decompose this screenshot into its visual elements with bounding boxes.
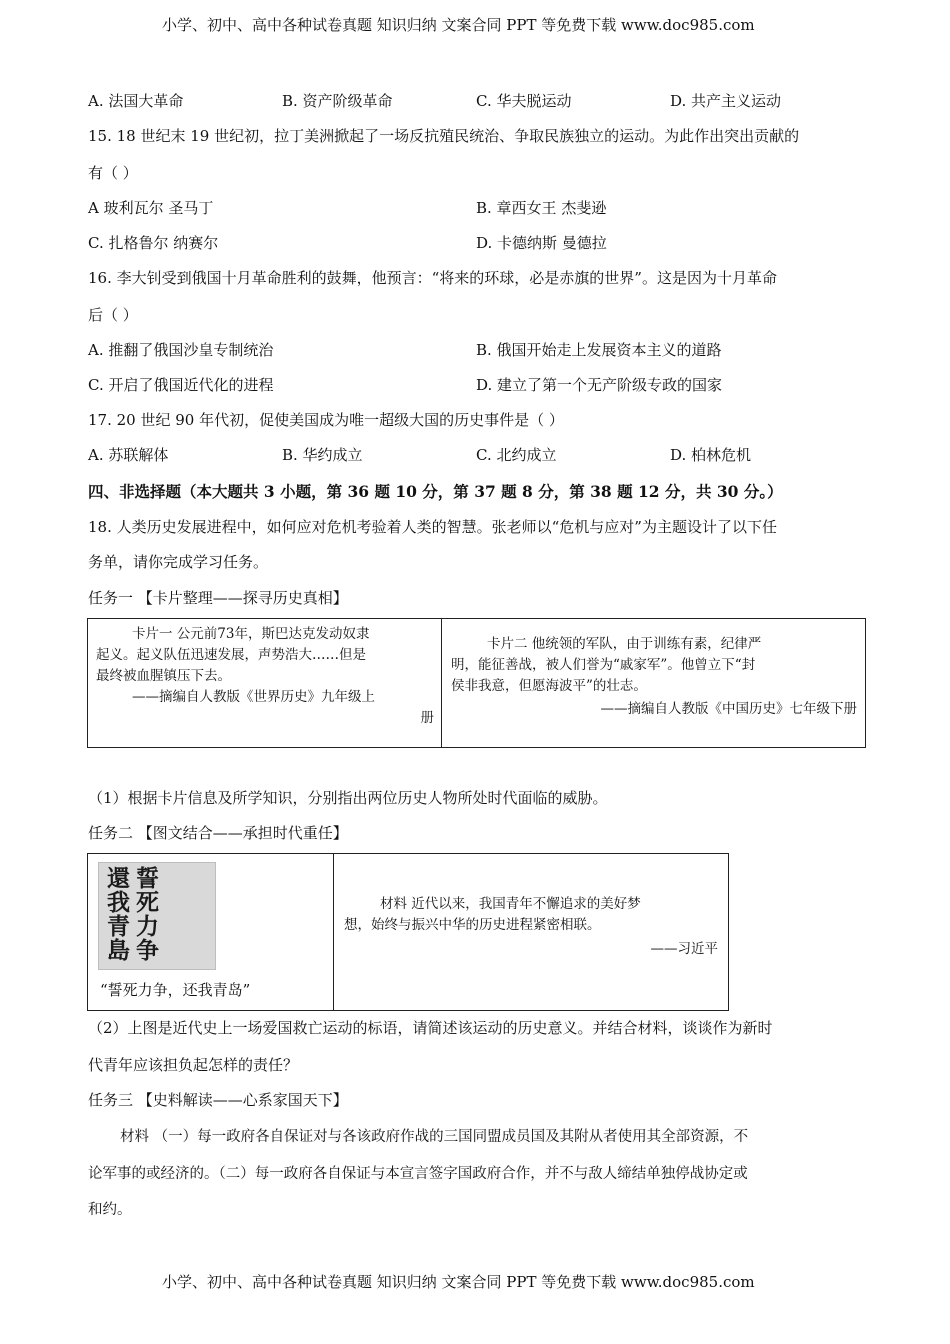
q16-option-c: C. 开启了俄国近代化的进程 bbox=[88, 376, 274, 394]
q16-stem-line1: 16. 李大钊受到俄国十月革命胜利的鼓舞，他预言：“将来的环球，必是赤旗的世界”。这是因为十月革命 bbox=[88, 269, 777, 287]
q18-stem-line2: 务单，请你完成学习任务。 bbox=[88, 553, 269, 571]
card-two-line: 卡片二 他统领的军队，由于训练有素，纪律严 bbox=[487, 636, 762, 652]
q17-option-c: C. 北约成立 bbox=[476, 446, 557, 464]
q17-stem: 17. 20 世纪 90 年代初，促使美国成为唯一超级大国的历史事件是（ ） bbox=[88, 411, 564, 429]
slogan-char: 我 bbox=[107, 889, 130, 916]
page-header: 小学、初中、高中各种试卷真题 知识归纳 文案合同 PPT 等免费下载 www.doc985.com bbox=[162, 16, 755, 34]
material-source: ——习近平 bbox=[650, 941, 718, 957]
card-two-source: ——摘编自人教版《中国历史》七年级下册 bbox=[600, 701, 857, 717]
card-one-line: 最终被血腥镇压下去。 bbox=[96, 668, 231, 684]
card-one-source: ——摘编自人教版《世界历史》九年级上 bbox=[132, 689, 375, 705]
material-line: 材料 近代以来，我国青年不懈追求的美好梦 bbox=[380, 896, 641, 912]
q16-stem-line2: 后（ ） bbox=[88, 306, 138, 324]
q14-option-d: D. 共产主义运动 bbox=[670, 92, 782, 110]
q16-option-d: D. 建立了第一个无产阶级专政的国家 bbox=[476, 376, 723, 394]
q14-option-a: A. 法国大革命 bbox=[88, 92, 184, 110]
slogan-char: 青 bbox=[107, 913, 130, 940]
page-footer: 小学、初中、高中各种试卷真题 知识归纳 文案合同 PPT 等免费下载 www.doc985.com bbox=[162, 1273, 755, 1291]
card-two-line: 侯非我意，但愿海波平”的壮志。 bbox=[451, 678, 647, 694]
q15-option-a: A 玻利瓦尔 圣马丁 bbox=[88, 199, 214, 217]
task3-material-line3: 和约。 bbox=[88, 1202, 132, 1218]
section-heading: 四、非选择题（本大题共 3 小题，第 36 题 10 分，第 37 题 8 分，第 38 题 12 分，共 30 分。） bbox=[88, 482, 783, 501]
q17-option-d: D. 柏林危机 bbox=[670, 446, 752, 464]
material-xi bbox=[344, 894, 718, 960]
slogan-char: 力 bbox=[136, 913, 159, 940]
table-divider bbox=[441, 618, 442, 747]
slogan-caption: “誓死力争，还我青岛” bbox=[100, 981, 251, 999]
task3-title: 任务三 【史料解读——心系家国天下】 bbox=[88, 1091, 348, 1109]
q15-option-b: B. 章西女王 杰斐逊 bbox=[476, 199, 607, 217]
card-one-source: 册 bbox=[420, 710, 434, 726]
q15-stem-line2: 有（ ） bbox=[88, 164, 138, 182]
slogan-char: 誓 bbox=[136, 865, 159, 892]
task2-title: 任务二 【图文结合——承担时代重任】 bbox=[88, 824, 348, 842]
slogan-char: 争 bbox=[136, 937, 159, 964]
q18-stem-line1: 18. 人类历史发展进程中，如何应对危机考验着人类的智慧。张老师以“危机与应对”为主题设计了以下任 bbox=[88, 518, 777, 536]
task3-material-line2: 论军事的或经济的。（二）每一政府各自保证与本宣言签字国政府合作，并不与敌人缔结单独停战协定或 bbox=[88, 1166, 748, 1182]
q17-option-b: B. 华约成立 bbox=[282, 446, 363, 464]
q14-option-c: C. 华夫脱运动 bbox=[476, 92, 572, 110]
task3-material-line1: 材料 （一）每一政府各自保证对与各该政府作战的三国同盟成员国及其附从者使用其全部资源，不 bbox=[120, 1129, 749, 1145]
material-line: 想，始终与振兴中华的历史进程紧密相联。 bbox=[344, 917, 601, 933]
table-divider bbox=[333, 853, 334, 1010]
card-two bbox=[451, 634, 857, 720]
task2-question-line1: （2）上图是近代史上一场爱国救亡运动的标语，请简述该运动的历史意义。并结合材料，谈谈作为新时 bbox=[88, 1019, 773, 1037]
card-one-line: 卡片一 公元前73年，斯巴达克发动奴隶 bbox=[132, 626, 370, 642]
q16-option-b: B. 俄国开始走上发展资本主义的道路 bbox=[476, 341, 722, 359]
slogan-char: 還 bbox=[107, 865, 130, 892]
task2-question-line2: 代青年应该担负起怎样的责任？ bbox=[88, 1056, 299, 1074]
slogan-image bbox=[98, 862, 216, 970]
q14-option-b: B. 资产阶级革命 bbox=[282, 92, 393, 110]
q15-option-c: C. 扎格鲁尔 纳赛尔 bbox=[88, 234, 219, 252]
q17-option-a: A. 苏联解体 bbox=[88, 446, 169, 464]
slogan-char: 死 bbox=[136, 889, 159, 916]
task1-question: （1）根据卡片信息及所学知识，分别指出两位历史人物所处时代面临的威胁。 bbox=[88, 789, 608, 807]
card-one-line: 起义。起义队伍迅速发展，声势浩大……但是 bbox=[96, 647, 366, 663]
q15-stem-line1: 15. 18 世纪末 19 世纪初，拉丁美洲掀起了一场反抗殖民统治、争取民族独立的运动。为此作出突出贡献的 bbox=[88, 127, 800, 145]
task1-title: 任务一 【卡片整理——探寻历史真相】 bbox=[88, 589, 348, 607]
card-one bbox=[96, 624, 434, 729]
slogan-char: 島 bbox=[107, 937, 130, 964]
q16-option-a: A. 推翻了俄国沙皇专制统治 bbox=[88, 341, 274, 359]
card-two-line: 明，能征善战，被人们誉为“戚家军”。他曾立下“封 bbox=[451, 657, 756, 673]
q15-option-d: D. 卡德纳斯 曼德拉 bbox=[476, 234, 607, 252]
